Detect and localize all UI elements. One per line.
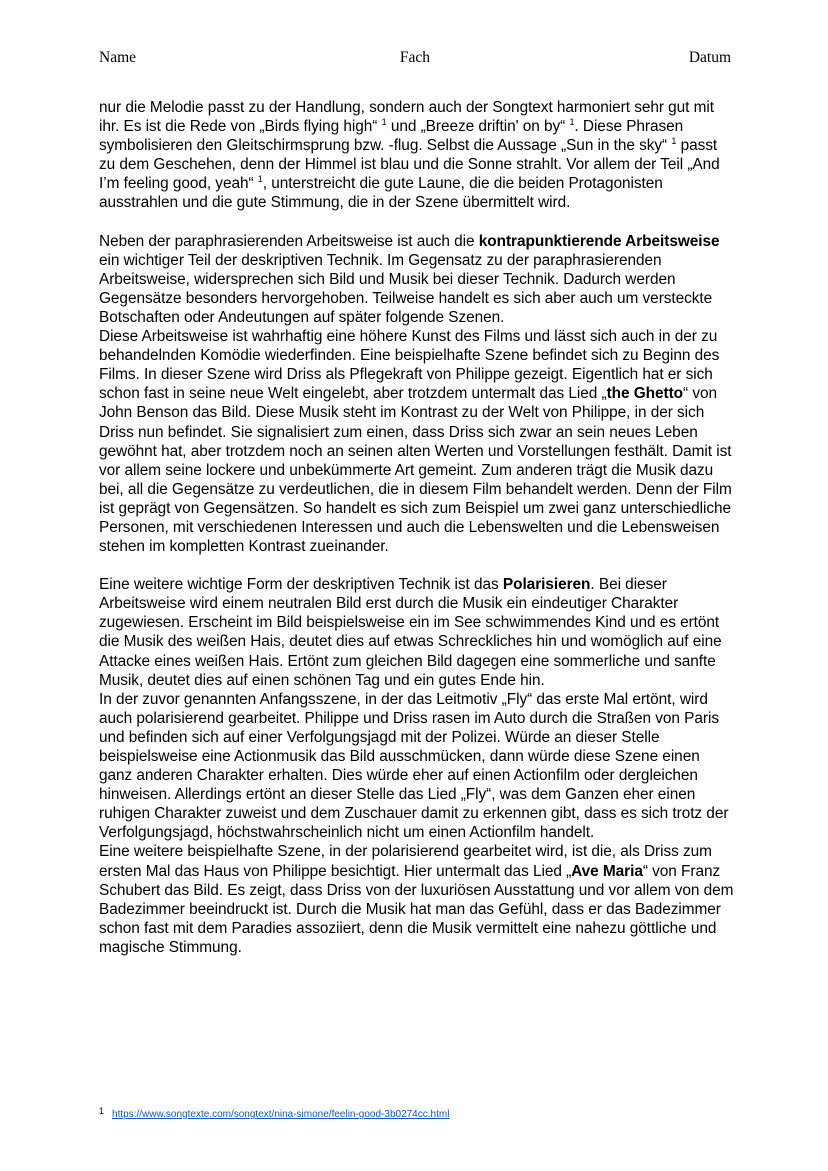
text-segment: Eine weitere wichtige Form der deskriptiven Technik ist das	[99, 576, 503, 594]
text-segment: ein wichtiger Teil der deskriptiven Technik. Im Gegensatz zu der paraphrasierenden Arbeitsweise, widersprechen sich Bild und Musik bei dieser Technik. Dadurch werden Gegensätze besonders hervorgehoben. Teilweise handelt es sich aber auch um versteckte Botschaften oder Andeutungen auf später folgende Szenen.	[99, 251, 713, 326]
footnote-reference: 1	[671, 136, 677, 147]
paragraph-polarisieren	[99, 575, 734, 690]
text-segment: In der zuvor genannten Anfangsszene, in der das Leitmotiv „Fly“ das erste Mal ertönt, wird auch polarisierend gearbeitet. Philippe und Driss rasen im Auto durch die Straßen von Paris und befinden sich auf einer Verfolgungsjagd mit der Polizei. Würde an dieser Stelle beispielsweise eine Actionmusik das Bild ausschmücken, dann würde diese Szene einen ganz anderen Charakter erhalten. Dies würde eher auf einen Actionfilm oder dergleichen hinweisen. Allerdings ertönt an dieser Stelle das Lied „Fly“, was dem Ganzen eher einen ruhigen Charakter zuweist und dem Zuschauer damit zu erkennen gibt, dass es sich trotz der Verfolgungsjagd, höchstwahrscheinlich nicht um einen Actionfilm handelt.	[99, 690, 729, 842]
header-name-label: Name	[99, 49, 137, 66]
footnote-link[interactable]: https://www.songtexte.com/songtext/nina-simone/feelin-good-3b0274cc.html	[112, 1109, 450, 1120]
document-body	[99, 98, 734, 957]
bold-term: Polarisieren	[502, 576, 591, 594]
footnote-reference: 1	[381, 117, 387, 128]
text-segment: “ von John Benson das Bild. Diese Musik steht im Kontrast zu der Welt von Philippe, in der sich Driss nun befindet. Sie signalisiert zum einen, dass Driss sich zwar an sein neues Leben gewöhnt hat, aber trotzdem noch an seinen alten Werten und Vorstellungen festhält. Damit ist vor allem seine lockere und unbekümmerte Art gemeint. Zum anderen trägt die Musik dazu bei, all die Gegensätze zu verdeutlichen, die in diesem Film behandelt werden. Denn der Film ist geprägt von Gegensätzen. So handelt es sich zum Beispiel um zwei ganz unterschiedliche Personen, mit verschiedenen Interessen und auch die Lebenswelten und die Lebensweisen stehen im kompletten Kontrast zueinander.	[99, 385, 732, 556]
text-segment: . Diese Phrasen symbolisieren den Gleitschirmsprung bzw. -flug. Selbst die Aussage „Sun in the sky“	[99, 118, 684, 155]
header-subject-label: Fach	[399, 49, 431, 66]
paragraph-kontrapunktierend	[99, 232, 734, 327]
bold-term: the Ghetto	[606, 385, 684, 403]
text-segment: Eine weitere beispielhafte Szene, in der polarisierend gearbeitet wird, ist die, als Driss zum ersten Mal das Haus von Philippe besichtigt. Hier untermalt das Lied „	[99, 843, 712, 880]
text-segment: , unterstreicht die gute Laune, die die beiden Protagonisten ausstrahlen und die gute Stimmung, die in der Szene übermittelt wird.	[99, 175, 663, 212]
paragraph-fly-scene	[99, 690, 734, 843]
footnote-reference: 1	[569, 117, 575, 128]
bold-term: kontrapunktierende Arbeitsweise	[478, 232, 720, 250]
bold-term: Ave Maria	[571, 862, 643, 880]
text-segment: und „Breeze driftin' on by“	[386, 118, 566, 136]
paragraph-songtext	[99, 98, 734, 213]
text-segment: Neben der paraphrasierenden Arbeitsweise ist auch die	[99, 232, 479, 250]
text-segment: nur die Melodie passt zu der Handlung, sondern auch der Songtext harmoniert sehr gut mit ihr. Es ist die Rede von „Birds flying high“	[99, 99, 714, 136]
text-segment: Diese Arbeitsweise ist wahrhaftig eine höhere Kunst des Films und lässt sich auch in der zu behandelnden Komödie wiederfinden. Eine beispielhafte Szene befindet sich zu Beginn des Films. In dieser Szene wird Driss als Pflegekraft von Philippe gezeigt. Eigentlich hat er sich schon fast in seine neue Welt eingelebt, aber trotzdem untermalt das Lied „	[99, 328, 720, 403]
paragraph-spacer	[99, 213, 734, 232]
footnote	[99, 1106, 449, 1120]
page-header	[99, 49, 731, 71]
paragraph-ghetto-example	[99, 327, 734, 556]
text-segment: “ von Franz Schubert das Bild. Es zeigt, dass Driss von der luxuriösen Ausstattung und vor allem von dem Badezimmer beeindruckt ist. Durch die Musik hat man das Gefühl, dass er das Badezimmer schon fast mit dem Paradies assoziiert, denn die Musik vermittelt eine nahezu göttliche und magische Stimmung.	[99, 862, 734, 956]
paragraph-spacer	[99, 556, 734, 575]
footnote-reference: 1	[257, 174, 263, 185]
footnote-marker: 1	[99, 1106, 105, 1116]
text-segment: . Bei dieser Arbeitsweise wird einem neutralen Bild erst durch die Musik ein eindeutiger Charakter zugewiesen. Erscheint im Bild beispielsweise ein im See schwimmendes Kind und es ertönt die Musik des weißen Hais, deutet dies auf etwas Schreckliches hin und womöglich auf eine Attacke eines weißen Hais. Ertönt zum gleichen Bild dagegen eine sommerliche und sanfte Musik, deutet dies auf einen schönen Tag und ein gutes Ende hin.	[99, 576, 722, 689]
text-segment: passt zu dem Geschehen, denn der Himmel ist blau und die Sonne strahlt. Vor allem der Teil „And I’m feeling good, yeah“	[99, 137, 720, 193]
paragraph-ave-maria	[99, 842, 734, 957]
header-date-label: Datum	[688, 49, 731, 66]
